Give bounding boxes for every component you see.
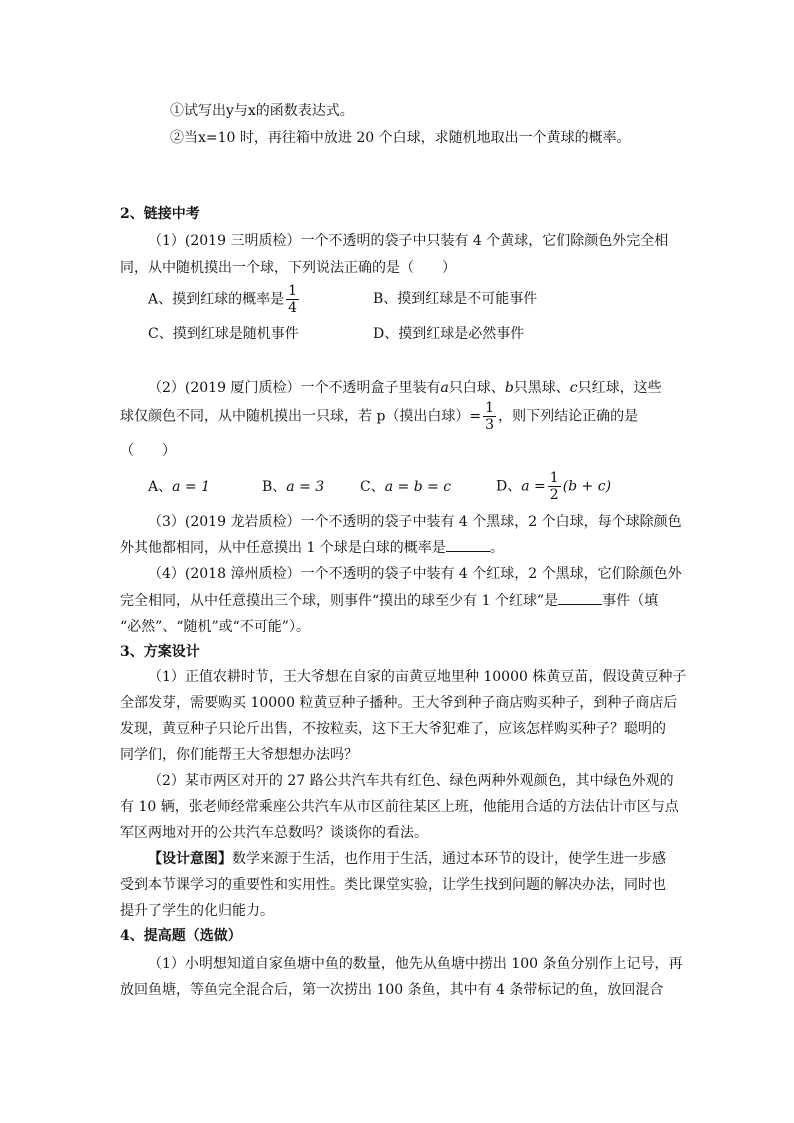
option-math: a = b = c xyxy=(384,479,452,495)
problem-2-option-a xyxy=(148,478,210,496)
problem-3-text-a: 外其他都相同，从中任意摸出 1 个球是白球的概率是 xyxy=(120,540,446,556)
answer-blank xyxy=(446,539,490,552)
problem-3-text-b: 。 xyxy=(489,540,504,556)
question-part-1: ①试写出y与x的函数表达式。 xyxy=(170,103,354,119)
option-label: A、 xyxy=(148,479,173,495)
section-heading-linked-exam: 2、链接中考 xyxy=(120,206,200,222)
advanced-1-line-2: 放回鱼塘，等鱼完全混合后，第一次捞出 100 条鱼，其中有 4 条带标记的鱼，放回混合 xyxy=(120,982,664,998)
problem-2-text-c: 只黑球、 xyxy=(513,380,570,396)
plan-1-line-1: （1）正值农耕时节，王大爷想在自家的亩黄豆地里种 10000 株黄豆苗，假设黄豆种子 xyxy=(148,669,687,685)
problem-2-answer-parens: （ ） xyxy=(120,443,176,459)
problem-4-line-1: （4）(2018 漳州质检）一个不透明的袋子中装有 4 个红球，2 个黑球，它们除颜色外 xyxy=(148,566,682,582)
problem-2-line-2 xyxy=(120,400,638,433)
option-math: a = xyxy=(521,478,546,495)
var-b: b xyxy=(504,380,514,396)
problem-2-text-e: 球仅颜色不同，从中随机摸出一只球，若 p（摸出白球）= xyxy=(120,408,482,425)
option-a-text: A、摸到红球的概率是 xyxy=(148,291,285,308)
problem-2-text-a: （2）(2019 厦门质检）一个不透明盒子里装有 xyxy=(148,380,441,396)
problem-1-option-b: B、摸到红球是不可能事件 xyxy=(373,291,538,307)
problem-2-text-f: ，则下列结论正确的是 xyxy=(498,408,639,425)
design-intent-label: 【设计意图】 xyxy=(148,851,232,867)
option-math: (b + c) xyxy=(562,478,612,495)
problem-2-option-b xyxy=(262,478,324,496)
plan-2-line-1: （2）某市两区对开的 27 路公共汽车共有红色、绿色两种外观颜色，其中绿色外观的 xyxy=(148,773,674,789)
design-intent-text: 数学来源于生活，也作用于生活，通过本环节的设计，使学生进一步感 xyxy=(232,851,666,867)
fraction-denominator: 2 xyxy=(549,487,559,503)
problem-4-text-a: 完全相同，从中任意摸出三个球，则事件“摸出的球至少有 1 个红球”是 xyxy=(120,593,559,609)
fraction-one-quarter xyxy=(286,283,299,316)
fraction-one-half xyxy=(548,470,561,503)
question-part-2: ②当x=10 时，再往箱中放进 20 个白球，求随机地取出一个黄球的概率。 xyxy=(170,130,631,146)
var-c: c xyxy=(569,380,578,396)
problem-3-line-1: （3）(2019 龙岩质检）一个不透明的袋子中装有 4 个黑球，2 个白球，每个球除颜色 xyxy=(148,514,682,530)
var-a: a xyxy=(440,380,449,396)
answer-blank xyxy=(558,592,602,605)
plan-2-line-2: 有 10 辆，张老师经常乘座公共汽车从市区前往某区上班，他能用合适的方法估计市区与点 xyxy=(120,799,679,815)
fraction-numerator: 1 xyxy=(485,400,495,416)
problem-1-line-2: 同，从中随机摸出一个球，下列说法正确的是（ ） xyxy=(120,260,456,276)
fraction-one-third xyxy=(483,400,496,433)
advanced-1-line-1: （1）小明想知道自家鱼塘中鱼的数量，他先从鱼塘中捞出 100 条鱼分别作上记号，再 xyxy=(148,956,683,972)
problem-4-text-b: 事件（填 xyxy=(602,593,659,609)
problem-4-line-2 xyxy=(120,592,658,610)
section-heading-plan-design: 3、方案设计 xyxy=(120,644,200,660)
plan-1-line-2: 全部发芽，需要购买 10000 粒黄豆种子播种。王大爷到种子商店购买种子，到种子商店后 xyxy=(120,695,678,711)
design-intent-line-3: 提升了学生的化归能力。 xyxy=(120,903,274,919)
problem-2-text-b: 只白球、 xyxy=(448,380,505,396)
plan-1-line-3: 发现，黄豆种子只论斤出售，不按粒卖，这下王大爷犯难了，应该怎样购买种子？聪明的 xyxy=(120,721,666,737)
option-label: D、 xyxy=(496,478,522,495)
plan-1-line-4: 同学们，你们能帮王大爷想想办法吗？ xyxy=(120,747,358,763)
option-math: a = 1 xyxy=(172,479,211,495)
fraction-denominator: 4 xyxy=(288,300,298,316)
problem-2-option-d xyxy=(496,470,611,503)
design-intent-line-1 xyxy=(148,850,666,868)
problem-2-option-c xyxy=(360,478,451,496)
problem-1-line-1: （1）(2019 三明质检）一个不透明的袋子中只装有 4 个黄球，它们除颜色外完全相 xyxy=(148,233,669,249)
fraction-denominator: 3 xyxy=(485,417,495,433)
problem-1-option-d: D、摸到红球是必然事件 xyxy=(373,326,525,342)
option-label: C、 xyxy=(360,479,385,495)
design-intent-line-2: 受到本节课学习的重要性和实用性。类比课堂实验，让学生找到问题的解决办法，同时也 xyxy=(120,877,666,893)
fraction-numerator: 1 xyxy=(288,283,298,299)
plan-2-line-3: 军区两地对开的公共汽车总数吗？谈谈你的看法。 xyxy=(120,825,428,841)
problem-2-text-d: 只红球，这些 xyxy=(577,380,662,396)
problem-2-line-1 xyxy=(148,379,662,397)
option-label: B、 xyxy=(262,479,287,495)
problem-4-line-3: “必然”、“随机”或“不可能”）。 xyxy=(120,619,310,635)
problem-3-line-2 xyxy=(120,539,504,557)
fraction-numerator: 1 xyxy=(549,470,559,486)
option-math: a = 3 xyxy=(286,479,325,495)
problem-1-option-a xyxy=(148,283,301,316)
section-heading-advanced: 4、提高题（选做） xyxy=(120,928,242,944)
problem-1-option-c: C、摸到红球是随机事件 xyxy=(148,326,299,342)
